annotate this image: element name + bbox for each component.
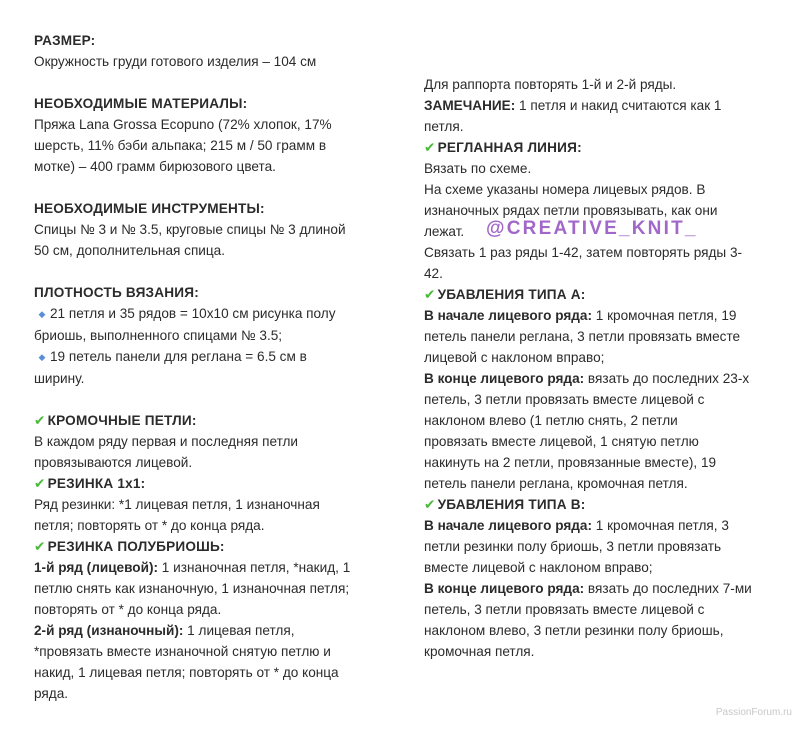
rib-line: петля; повторять от * до конца ряда.	[34, 518, 265, 533]
instagram-watermark: @CREATIVE_KNIT_	[486, 218, 698, 239]
decrease-b-start-label: В начале лицевого ряда:	[424, 518, 592, 533]
decrease-b-start: В начале лицевого ряда: 1 кромочная петля, 3	[424, 518, 729, 533]
raglan-heading: ✔ РЕГЛАННАЯ ЛИНИЯ:	[424, 137, 780, 158]
decrease-a-start-label: В начале лицевого ряда:	[424, 308, 592, 323]
size-heading: РАЗМЕР:	[34, 33, 96, 48]
decrease-a-end: В конце лицевого ряда: вязать до последних 23-х	[424, 371, 750, 386]
note-line: петля.	[424, 119, 464, 134]
row2-label: 2-й ряд (изнаночный):	[34, 623, 184, 638]
decrease-b-end-line: кромочная петля.	[424, 644, 535, 659]
right-column	[424, 74, 780, 662]
decrease-a-end-line: накинуть на 2 петли, провязанные вместе), 19	[424, 455, 717, 470]
raglan-line: лежат.	[424, 224, 465, 239]
note-line: ЗАМЕЧАНИЕ: 1 петля и накид считаются как 1	[424, 98, 722, 113]
density-bullet-1-cont: бриошь, выполненного спицами № 3.5;	[34, 328, 283, 343]
decrease-a-end-line: провязать вместе лицевой, 1 снятую петлю	[424, 434, 699, 449]
decrease-a-start-line: лицевой с наклоном вправо;	[424, 350, 605, 365]
density-bullet-1: ◆ 21 петля и 35 рядов = 10х10 см рисунка полу	[34, 303, 402, 325]
half-brioche-heading: ✔ РЕЗИНКА ПОЛУБРИОШЬ:	[34, 536, 402, 557]
raglan-line: На схеме указаны номера лицевых рядов. В	[424, 182, 706, 197]
materials-heading: НЕОБХОДИМЫЕ МАТЕРИАЛЫ:	[34, 96, 248, 111]
tools-line: Спицы № 3 и № 3.5, круговые спицы № 3 длиной	[34, 222, 346, 237]
tools-heading: НЕОБХОДИМЫЕ ИНСТРУМЕНТЫ:	[34, 201, 265, 216]
decrease-b-end-line: наклоном влево, 3 петли резинки полу бриошь,	[424, 623, 724, 638]
left-column	[34, 30, 402, 704]
row1-line: 1-й ряд (лицевой): 1 изнаночная петля, *накид, 1	[34, 560, 351, 575]
raglan-line: 42.	[424, 266, 443, 281]
raglan-line: Вязать по схеме.	[424, 161, 532, 176]
note-label: ЗАМЕЧАНИЕ:	[424, 98, 516, 113]
row2-line: накид, 1 лицевая петля; повторять от * до конца	[34, 665, 339, 680]
raglan-line: Связать 1 раз ряды 1-42, затем повторять ряды 3-	[424, 245, 743, 260]
decrease-b-end-line: петель, 3 петли провязать вместе лицевой с	[424, 602, 705, 617]
edge-line: провязываются лицевой.	[34, 455, 193, 470]
decrease-b-start-line: петли резинки полу бриошь, 3 петли провязать	[424, 539, 722, 554]
row2-line: 2-й ряд (изнаночный): 1 лицевая петля,	[34, 623, 295, 638]
size-text: Окружность груди готового изделия – 104 см	[34, 54, 317, 69]
decrease-b-heading: ✔ УБАВЛЕНИЯ ТИПА В:	[424, 494, 780, 515]
diamond-bullet-icon: ◆	[38, 309, 46, 319]
row2-line: ряда.	[34, 686, 69, 701]
row1-line: петлю снять как изнаночную, 1 изнаночная петля;	[34, 581, 350, 596]
decrease-a-end-line: петель панели реглана, кромочная петля.	[424, 476, 688, 491]
decrease-a-end-line: наклоном влево (1 петлю снять, 2 петли	[424, 413, 678, 428]
materials-line: мотке) – 400 грамм бирюзового цвета.	[34, 159, 276, 174]
decrease-a-end-label: В конце лицевого ряда:	[424, 371, 585, 386]
decrease-a-end-line: петель, 3 петли провязать вместе лицевой с	[424, 392, 705, 407]
row1-line: повторять от * до конца ряда.	[34, 602, 222, 617]
site-watermark: PassionForum.ru	[715, 707, 792, 718]
edge-line: В каждом ряду первая и последняя петли	[34, 434, 299, 449]
materials-line: Пряжа Lana Grossa Ecopuno (72% хлопок, 17%	[34, 117, 332, 132]
rib-heading: ✔ РЕЗИНКА 1х1:	[34, 473, 402, 494]
materials-line: шерсть, 11% бэби альпака; 215 м / 50 грамм в	[34, 138, 327, 153]
rib-line: Ряд резинки: *1 лицевая петля, 1 изнаночная	[34, 497, 320, 512]
decrease-b-end-label: В конце лицевого ряда:	[424, 581, 585, 596]
tools-line: 50 см, дополнительная спица.	[34, 243, 226, 258]
decrease-b-end: В конце лицевого ряда: вязать до последних 7-ми	[424, 581, 752, 596]
edge-heading: ✔ КРОМОЧНЫЕ ПЕТЛИ:	[34, 410, 402, 431]
row1-label: 1-й ряд (лицевой):	[34, 560, 159, 575]
decrease-a-start-line: петель панели реглана, 3 петли провязать вместе	[424, 329, 741, 344]
decrease-a-heading: ✔ УБАВЛЕНИЯ ТИПА А:	[424, 284, 780, 305]
density-bullet-2-cont: ширину.	[34, 371, 85, 386]
row2-line: *провязать вместе изнаночной снятую петлю и	[34, 644, 331, 659]
repeat-text: Для раппорта повторять 1-й и 2-й ряды.	[424, 77, 677, 92]
density-bullet-2: ◆ 19 петель панели для реглана = 6.5 см в	[34, 346, 402, 368]
diamond-bullet-icon: ◆	[38, 352, 46, 362]
raglan-line: изнаночных рядах петли провязывать, как они	[424, 203, 718, 218]
decrease-a-start: В начале лицевого ряда: 1 кромочная петля, 19	[424, 308, 737, 323]
density-heading: ПЛОТНОСТЬ ВЯЗАНИЯ:	[34, 285, 199, 300]
decrease-b-start-line: вместе лицевой с наклоном вправо;	[424, 560, 653, 575]
